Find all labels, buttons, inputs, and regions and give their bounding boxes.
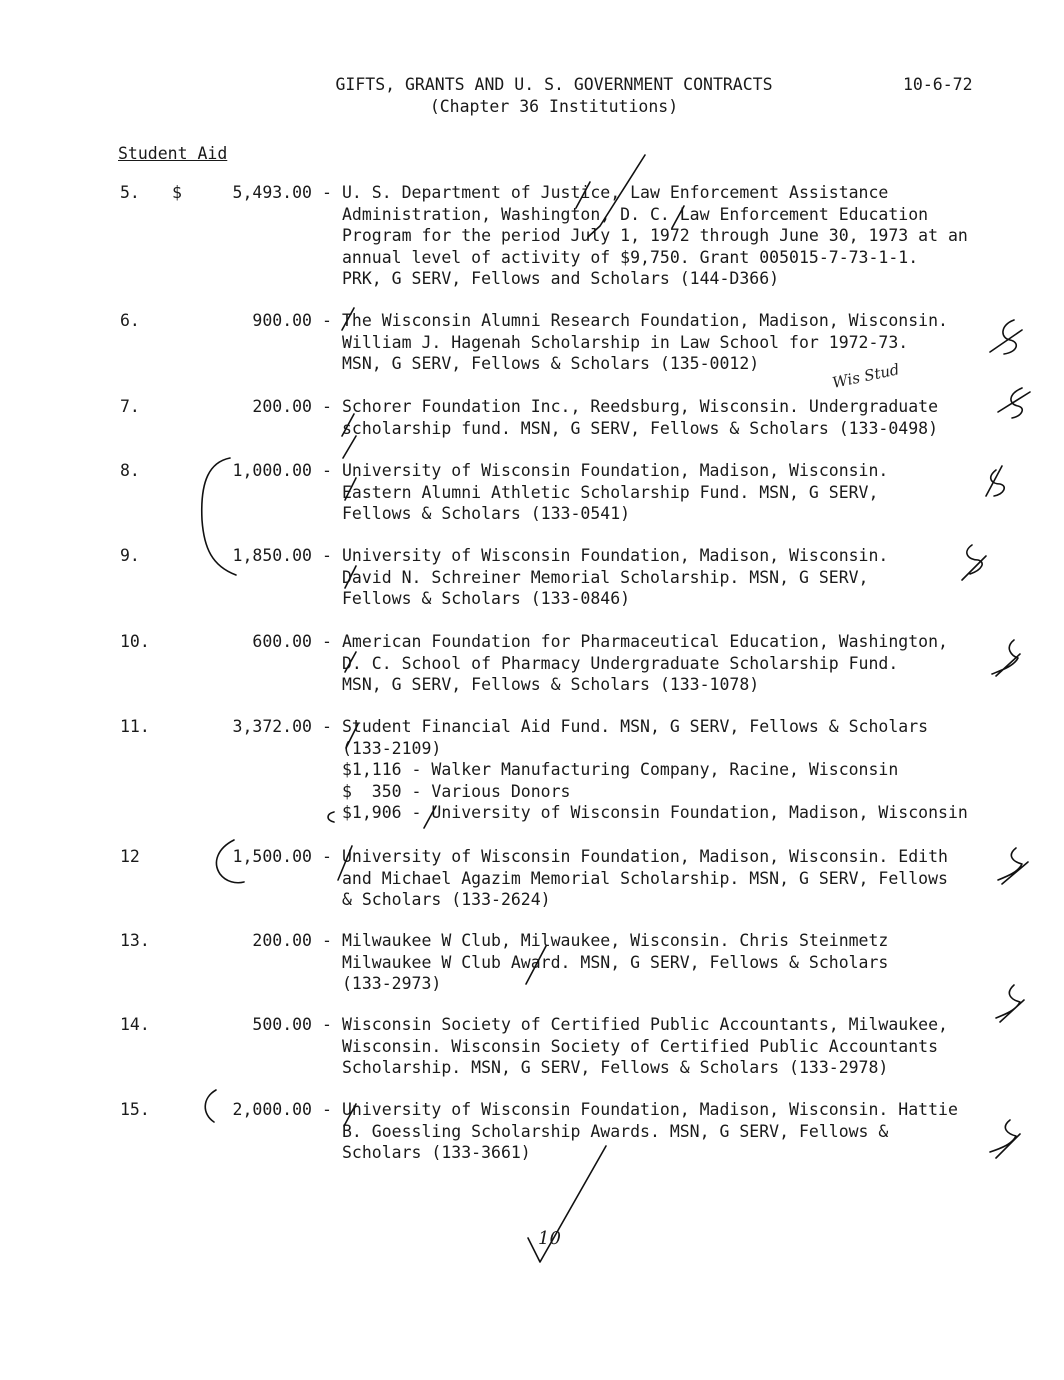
entry-description-line: University of Wisconsin Foundation, Madison, Wisconsin. Hattie bbox=[342, 1100, 958, 1119]
bracket-mark bbox=[328, 812, 334, 822]
entry-description-line: University of Wisconsin Foundation, Madison, Wisconsin. Edith bbox=[342, 847, 948, 866]
entry-dash: - bbox=[322, 461, 332, 480]
section-heading: Student Aid bbox=[118, 144, 228, 163]
entry-description-line: University of Wisconsin Foundation, Madison, Wisconsin. bbox=[342, 461, 889, 480]
entry-description-line: (133-2973) bbox=[342, 974, 442, 993]
entry-number: 6. bbox=[120, 311, 140, 330]
handwritten-note: Wis Stud bbox=[830, 360, 902, 392]
entry-number: 11. bbox=[120, 717, 150, 736]
initial-mark bbox=[962, 545, 986, 580]
entry-description-line: Wisconsin. Wisconsin Society of Certified Public Accountants bbox=[342, 1036, 939, 1056]
entry-amount: 2,000.00 bbox=[232, 1100, 312, 1119]
entry-amount: 1,850.00 bbox=[232, 546, 312, 565]
strike-mark bbox=[343, 436, 356, 458]
initial-mark bbox=[998, 848, 1028, 884]
entry-dash: - bbox=[322, 632, 332, 651]
entry-number: 15. bbox=[120, 1100, 150, 1119]
entry-description-line: (133-2109) bbox=[342, 738, 442, 758]
entry-amount: 600.00 bbox=[252, 632, 312, 651]
entry-description-line: Program for the period July 1, 1972 through June 30, 1973 at an bbox=[342, 226, 968, 245]
entry-description-line: Scholars (133-3661) bbox=[342, 1143, 531, 1162]
entry-amount: 200.00 bbox=[252, 397, 312, 416]
entry-amount: 500.00 bbox=[252, 1015, 312, 1034]
entry-description-line: American Foundation for Pharmaceutical Education, Washington, bbox=[342, 632, 948, 651]
entry-description bbox=[342, 1099, 958, 1164]
entry-description-line: PRK, G SERV, Fellows and Scholars (144-D366) bbox=[342, 269, 780, 288]
entry-description-line: B. Goessling Scholarship Awards. MSN, G SERV, Fellows & bbox=[342, 1121, 889, 1141]
entry-description-line: Wisconsin Society of Certified Public Accountants, Milwaukee, bbox=[342, 1015, 948, 1034]
entry-number: 8. bbox=[120, 461, 140, 480]
entry-description-line: Fellows & Scholars (133-0541) bbox=[342, 504, 631, 523]
entry-number: 10. bbox=[120, 632, 150, 651]
entry-amount: 200.00 bbox=[252, 931, 312, 950]
entry-description bbox=[342, 716, 968, 824]
entry-description-line: $ 350 - Various Donors bbox=[342, 781, 571, 801]
entry-description bbox=[342, 846, 948, 911]
entry-amount: 1,000.00 bbox=[232, 461, 312, 480]
entry-description-line: University of Wisconsin Foundation, Madison, Wisconsin. bbox=[342, 546, 889, 565]
entry-description-line: scholarship fund. MSN, G SERV, Fellows & Scholars (133-0498) bbox=[342, 418, 939, 438]
entry-dash: - bbox=[322, 183, 332, 202]
entry-dash: - bbox=[322, 1100, 332, 1119]
entry-description-line: Fellows & Scholars (133-0846) bbox=[342, 589, 631, 608]
initial-mark bbox=[990, 1120, 1020, 1158]
entry-description-line: Scholarship. MSN, G SERV, Fellows & Scholars (133-2978) bbox=[342, 1058, 889, 1077]
entry-number: 13. bbox=[120, 931, 150, 950]
entry-description-line: MSN, G SERV, Fellows & Scholars (135-0012) bbox=[342, 354, 760, 373]
entry-description-line: D. C. School of Pharmacy Undergraduate Scholarship Fund. bbox=[342, 653, 899, 673]
entry-description-line: The Wisconsin Alumni Research Foundation, Madison, Wisconsin. bbox=[342, 311, 948, 330]
entry-description-line: Milwaukee W Club, Milwaukee, Wisconsin. Chris Steinmetz bbox=[342, 931, 889, 950]
entry-number: 12 bbox=[120, 847, 140, 866]
entry-amount: 5,493.00 bbox=[232, 183, 312, 202]
entry-description bbox=[342, 310, 948, 375]
entry-amount: 900.00 bbox=[252, 311, 312, 330]
entry-number: 9. bbox=[120, 546, 140, 565]
initial-mark bbox=[990, 320, 1022, 354]
page-mark: 10 bbox=[538, 1228, 561, 1249]
initial-mark bbox=[998, 388, 1030, 418]
entry-amount: 1,500.00 bbox=[232, 847, 312, 866]
entry-description-line: Eastern Alumni Athletic Scholarship Fund. MSN, G SERV, bbox=[342, 482, 879, 502]
page-title: GIFTS, GRANTS AND U. S. GOVERNMENT CONTRACTS bbox=[335, 75, 773, 94]
entry-number: 5. bbox=[120, 183, 140, 202]
entry-dash: - bbox=[322, 311, 332, 330]
entry-number: 14. bbox=[120, 1015, 150, 1034]
entry-description-line: Administration, Washington, D. C. Law Enforcement Education bbox=[342, 204, 929, 224]
entry-description bbox=[342, 1014, 948, 1079]
initial-mark bbox=[986, 466, 1004, 496]
initial-mark bbox=[996, 985, 1024, 1022]
entry-dash: - bbox=[322, 717, 332, 736]
entry-description-line: $1,116 - Walker Manufacturing Company, Racine, Wisconsin bbox=[342, 760, 899, 779]
entry-description bbox=[342, 930, 888, 995]
entry-number: 7. bbox=[120, 397, 140, 416]
entry-description-line: William J. Hagenah Scholarship in Law School for 1972-73. bbox=[342, 332, 909, 352]
entry-dash: - bbox=[322, 847, 332, 866]
entry-description bbox=[342, 545, 888, 610]
entry-description bbox=[342, 631, 948, 696]
entry-description-line: $1,906 - University of Wisconsin Foundation, Madison, Wisconsin bbox=[342, 803, 968, 822]
entry-dash: - bbox=[322, 397, 332, 416]
currency-symbol: $ bbox=[172, 183, 182, 202]
entry-description-line: annual level of activity of $9,750. Grant 005015-7-73-1-1. bbox=[342, 247, 919, 267]
initial-mark bbox=[992, 640, 1020, 676]
entry-dash: - bbox=[322, 546, 332, 565]
page-subtitle: (Chapter 36 Institutions) bbox=[429, 97, 679, 116]
entry-amount: 3,372.00 bbox=[232, 717, 312, 736]
entry-description bbox=[342, 396, 938, 439]
entry-description-line: and Michael Agazim Memorial Scholarship. MSN, G SERV, Fellows bbox=[342, 868, 948, 888]
entry-dash: - bbox=[322, 1015, 332, 1034]
entry-description-line: U. S. Department of Justice, Law Enforcement Assistance bbox=[342, 183, 889, 202]
entry-description-line: Schorer Foundation Inc., Reedsburg, Wisconsin. Undergraduate bbox=[342, 397, 939, 416]
entry-description-line: MSN, G SERV, Fellows & Scholars (133-1078) bbox=[342, 675, 760, 694]
entry-dash: - bbox=[322, 931, 332, 950]
entry-description-line: Milwaukee W Club Award. MSN, G SERV, Fellows & Scholars bbox=[342, 952, 889, 972]
entry-description bbox=[342, 460, 888, 525]
document-date: 10-6-72 bbox=[903, 75, 973, 94]
entry-description bbox=[342, 182, 968, 290]
entry-description-line: David N. Schreiner Memorial Scholarship. MSN, G SERV, bbox=[342, 567, 869, 587]
entry-description-line: & Scholars (133-2624) bbox=[342, 890, 551, 909]
entry-description-line: Student Financial Aid Fund. MSN, G SERV, Fellows & Scholars bbox=[342, 717, 929, 736]
